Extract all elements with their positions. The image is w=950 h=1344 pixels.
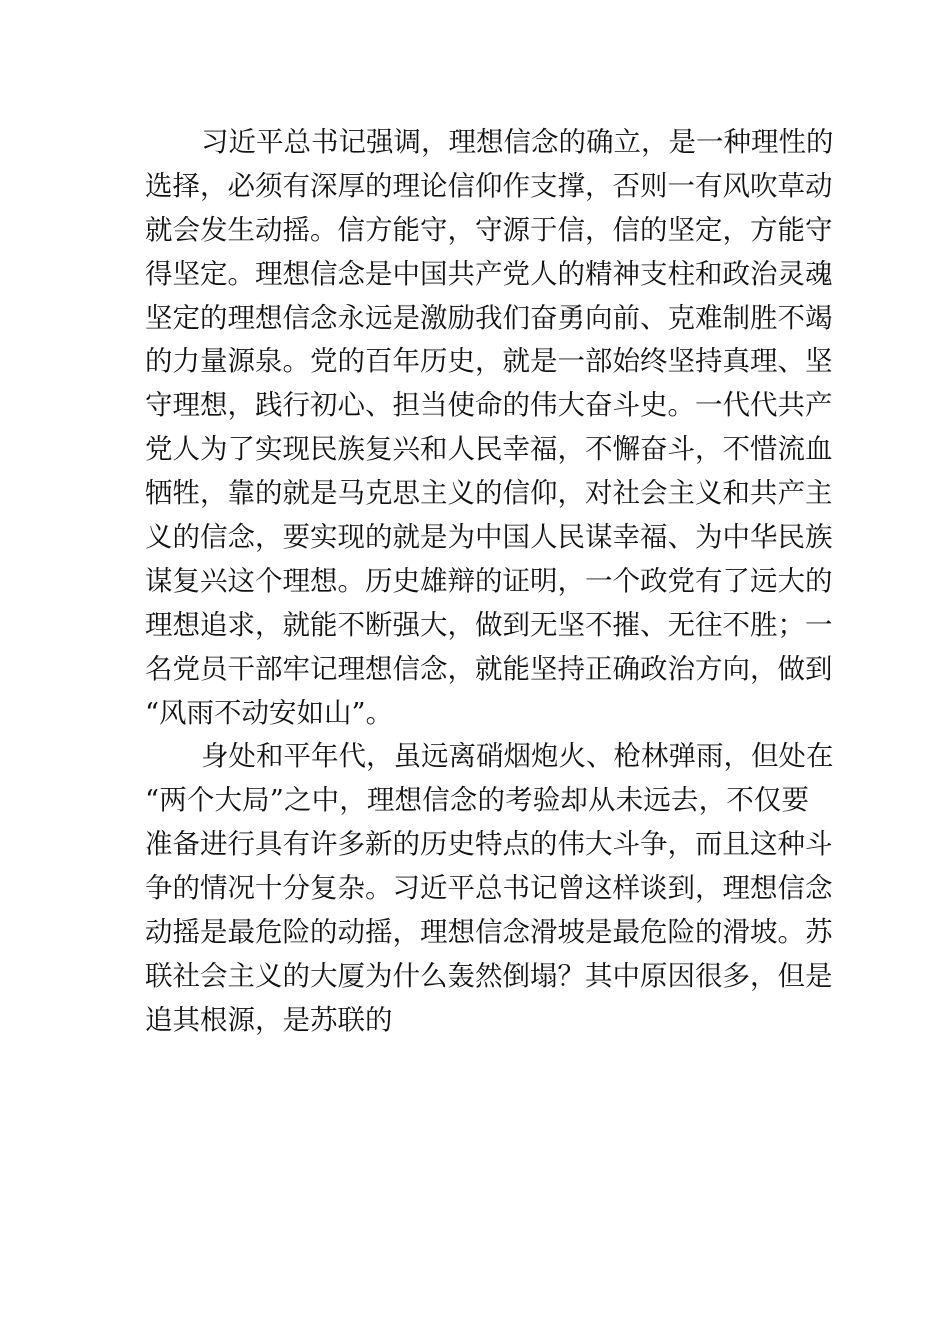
- text-line: 坚定的理想信念永远是激励我们奋勇向前、克难制胜不竭: [145, 301, 833, 334]
- text-line: 党人为了实现民族复兴和人民幸福，不懈奋斗，不惜流血: [145, 433, 833, 466]
- text-line: 动摇是最危险的动摇，理想信念滑坡是最危险的滑坡。苏: [145, 916, 833, 949]
- text-line: 理想追求，就能不断强大，做到无坚不摧、无往不胜；一: [145, 608, 833, 641]
- text-line: 准备进行具有许多新的历史特点的伟大斗争，而且这种斗: [145, 828, 833, 861]
- text-line: 守理想，践行初心、担当使命的伟大奋斗史。一代代共产: [145, 389, 833, 422]
- body-text: [145, 121, 834, 1043]
- text-line: “两个大局”之中，理想信念的考验却从未远去，不仅要: [145, 784, 809, 817]
- text-line: 得坚定。理想信念是中国共产党人的精神支柱和政治灵魂: [145, 257, 833, 290]
- paragraph: [145, 121, 834, 735]
- text-line: “风雨不动安如山”。: [145, 696, 394, 729]
- text-line: 争的情况十分复杂。习近平总书记曾这样谈到，理想信念: [145, 872, 833, 905]
- text-line: 义的信念，要实现的就是为中国人民谋幸福、为中华民族: [145, 521, 833, 554]
- text-line: 的力量源泉。党的百年历史，就是一部始终坚持真理、坚: [145, 345, 833, 378]
- text-line: 选择，必须有深厚的理论信仰作支撑，否则一有风吹草动: [145, 169, 833, 202]
- text-line: 就会发生动摇。信方能守，守源于信，信的坚定，方能守: [145, 213, 833, 246]
- text-line: 身处和平年代，虽远离硝烟炮火、枪林弹雨，但处在: [201, 740, 834, 773]
- paragraph: [145, 735, 834, 1042]
- text-line: 谋复兴这个理想。历史雄辩的证明，一个政党有了远大的: [145, 564, 833, 597]
- text-line: 名党员干部牢记理想信念，就能坚持正确政治方向，做到: [145, 652, 833, 685]
- text-line: 牺牲，靠的就是马克思主义的信仰，对社会主义和共产主: [145, 477, 833, 510]
- text-line: 联社会主义的大厦为什么轰然倒塌？其中原因很多，但是: [145, 959, 833, 992]
- text-line: 习近平总书记强调，理想信念的确立，是一种理性的: [201, 126, 834, 158]
- text-line: 追其根源，是苏联的: [145, 1003, 393, 1036]
